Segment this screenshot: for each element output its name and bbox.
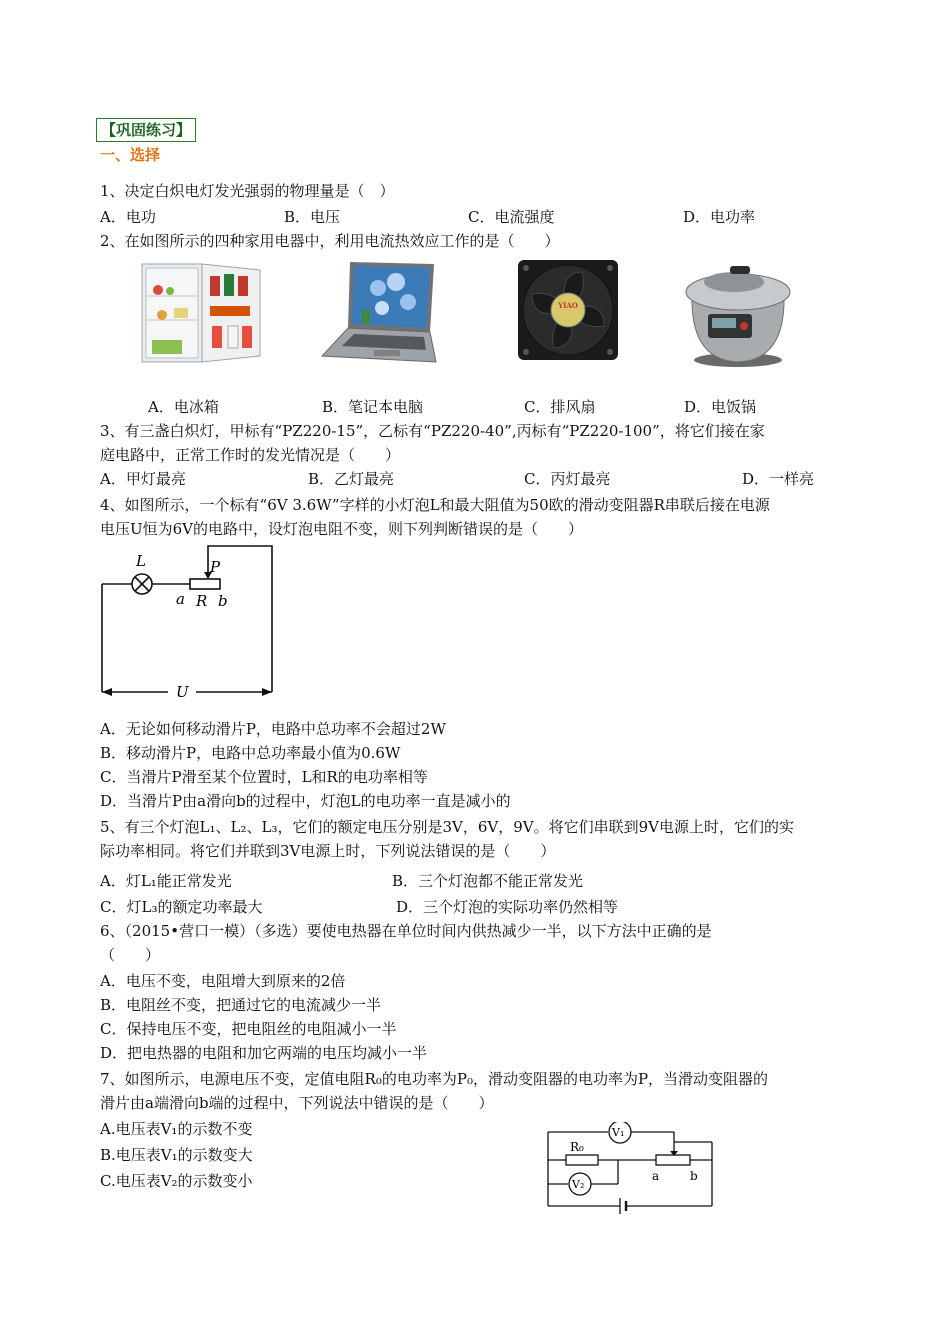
end-label-b: b [690,1169,698,1183]
lamp-label-L: L [136,552,146,570]
q6-option-b: B．电阻丝不变，把通过它的电流减少一半 [100,996,382,1014]
slider-label-P: P [210,558,221,576]
q5-stem-line2: 际功率相同。将它们并联到3V电源上时，下列说法错误的是（ ） [100,842,556,860]
q2-option-d: D．电饭锅 [684,398,757,416]
q7-option-b: B.电压表V₁的示数变大 [100,1146,253,1164]
exercise-tag: 【巩固练习】 [96,118,196,142]
q4-option-a: A．无论如何移动滑片P，电路中总功率不会超过2W [100,720,446,738]
q1-option-c: C．电流强度 [468,208,555,226]
voltmeter-label-v1: V₁ [612,1126,625,1139]
q4-stem-line1: 4、如图所示，一个标有“6V 3.6W”字样的小灯泡L和最大阻值为50欧的滑动变阻器R串联后接在电源 [100,496,770,514]
q1-option-d: D．电功率 [683,208,756,226]
laptop-image [318,258,440,370]
exhaust-fan-image [516,258,620,362]
q6-stem-line1: 6、（2015•营口一模）（多选）要使电热器在单位时间内供热减少一半，以下方法中正确的是 [100,922,712,940]
q3-option-b: B．乙灯最亮 [308,470,395,488]
q6-stem-line2: （ ） [100,946,161,964]
q3-option-a: A．甲灯最亮 [100,470,186,488]
q5-option-d: D．三个灯泡的实际功率仍然相等 [396,898,619,916]
rice-cooker-image [680,260,796,370]
q4-option-b: B．移动滑片P，电路中总功率最小值为0.6W [100,744,401,762]
q1-stem: 1、决定白炽电灯发光强弱的物理量是（ ） [100,182,395,200]
q4-option-c: C．当滑片P滑至某个位置时，L和R的电功率相等 [100,768,428,786]
q7-circuit-diagram [540,1122,720,1224]
q2-option-c: C．排风扇 [524,398,596,416]
q2-stem: 2、在如图所示的四种家用电器中，利用电流热效应工作的是（ ） [100,232,560,250]
q5-option-a: A．灯L₁能正常发光 [100,872,232,890]
q7-option-c: C.电压表V₂的示数变小 [100,1172,253,1190]
q4-option-d: D．当滑片P由a滑向b的过程中，灯泡L的电功率一直是减小的 [100,792,511,810]
q4-circuit-diagram [96,542,280,702]
end-label-a: a [652,1169,660,1183]
q5-stem-line1: 5、有三个灯泡L₁、L₂、L₃，它们的额定电压分别是3V，6V，9V。将它们串联到9V电源上时，它们的实 [100,818,794,836]
q7-stem-line2: 滑片由a端滑向b端的过程中，下列说法中错误的是（ ） [100,1094,494,1112]
voltage-label-U: U [176,683,189,701]
q2-option-a: A．电冰箱 [148,398,219,416]
q2-option-b: B．笔记本电脑 [322,398,424,416]
fan-brand-label: YIAO [558,301,578,310]
voltmeter-label-v2: V₂ [572,1178,585,1191]
q7-option-a: A.电压表V₁的示数不变 [100,1120,253,1138]
q3-option-d: D．一样亮 [742,470,815,488]
q6-option-c: C．保持电压不变，把电阻丝的电阻减小一半 [100,1020,397,1038]
refrigerator-image [138,260,264,370]
q6-option-d: D．把电热器的电阻和加它两端的电压均减小一半 [100,1044,428,1062]
q3-stem-line1: 3、有三盏白炽灯，甲标有“PZ220-15”，乙标有“PZ220-40”,丙标有“PZ220-100”，将它们接在家 [100,422,765,440]
end-label-b: b [218,592,228,610]
q1-option-a: A．电功 [100,208,156,226]
section-heading: 一、选择 [100,146,161,164]
q5-option-b: B．三个灯泡都不能正常发光 [392,872,584,890]
rheostat-label-R: R [196,592,208,610]
end-label-a: a [176,590,185,608]
q6-option-a: A．电压不变，电阻增大到原来的2倍 [100,972,346,990]
q7-stem-line1: 7、如图所示，电源电压不变，定值电阻R₀的电功率为P₀，滑动变阻器的电功率为P，当滑动变阻器的 [100,1070,769,1088]
q1-option-b: B．电压 [284,208,341,226]
q4-stem-line2: 电压U恒为6V的电路中，设灯泡电阻不变，则下列判断错误的是（ ） [100,520,584,538]
resistor-label-r0: R₀ [570,1140,584,1154]
q3-stem-line2: 庭电路中，正常工作时的发光情况是（ ） [100,446,401,464]
q5-option-c: C．灯L₃的额定功率最大 [100,898,263,916]
q3-option-c: C．丙灯最亮 [524,470,611,488]
